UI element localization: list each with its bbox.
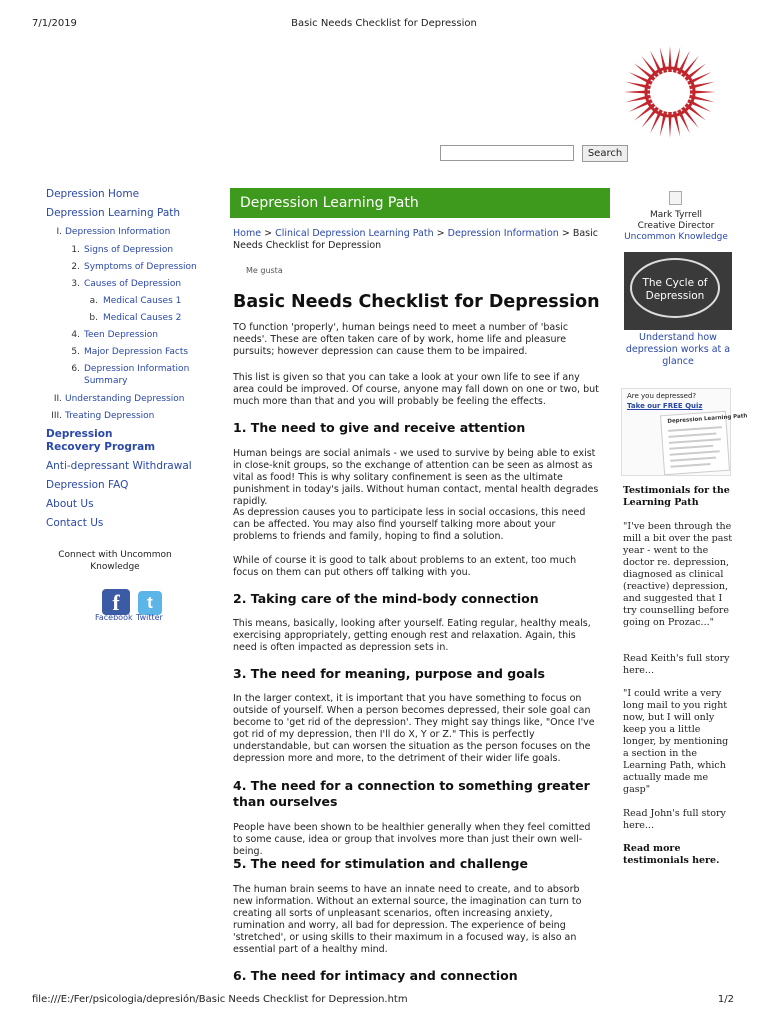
nav-learning-path[interactable]: Depression Learning Path — [46, 207, 181, 219]
cycle-title: The Cycle of Depression — [630, 258, 720, 318]
logo-ray — [641, 106, 659, 128]
need-heading-5: 5. The need for stimulation and challenge — [233, 856, 528, 871]
sidebar-nav — [46, 188, 214, 536]
author-name: Mark Tyrrell — [649, 210, 703, 220]
nav-treating-depression[interactable]: Treating Depression — [65, 411, 155, 421]
nav-about-us[interactable]: About Us — [46, 498, 94, 510]
nav-teen-depression[interactable]: Teen Depression — [84, 330, 158, 340]
quiz-line — [668, 426, 722, 432]
quiz-line — [669, 438, 721, 444]
need-heading-2: 2. Taking care of the mind-body connection — [233, 591, 539, 606]
testimonials-heading: Testimonials for the Learning Path — [623, 485, 730, 508]
need-paragraph: The human brain seems to have an innate need to create, and to absorb new information. Without an external source, the imagination can turn to creating all sorts of unpleasant scenarios, often increasing anxiety, rumination and worry, all bad for depression. The experience of being 'stretched', or using skills to their maximum in a focused way, is also an essential part of a healthy mind. — [233, 884, 582, 955]
breadcrumb-separator: > — [561, 228, 570, 239]
quiz-line — [668, 432, 716, 437]
twitter-link[interactable]: Twitter — [136, 613, 163, 622]
breadcrumb-learning-path[interactable]: Clinical Depression Learning Path — [275, 228, 434, 239]
need-heading-3: 3. The need for meaning, purpose and goals — [233, 666, 545, 681]
nav-contact-us[interactable]: Contact Us — [46, 517, 104, 529]
print-page-number: 1/2 — [717, 994, 734, 1005]
nav-depression-information[interactable]: Depression Information — [65, 227, 171, 237]
logo-ray — [681, 56, 699, 78]
quiz-line — [670, 450, 720, 455]
nav-section-num: III. — [51, 411, 62, 421]
need-heading-4: 4. The need for a connection to something greater than ourselves — [233, 778, 590, 809]
intro-paragraph: This list is given so that you can take a look at your own life to see if any area could be improved. Of course, anyone may fall down on one or two, but much more than that and you will probably be feeling the effects. — [233, 372, 599, 407]
need-heading-6: 6. The need for intimacy and connection — [233, 968, 518, 983]
logo-ray — [681, 106, 699, 128]
nav-medical-causes-1[interactable]: Medical Causes 1 — [103, 296, 182, 306]
nav-antidepressant-withdrawal[interactable]: Anti-depressant Withdrawal — [46, 460, 192, 472]
twitter-icon[interactable]: t — [138, 591, 162, 615]
quiz-promo-image[interactable] — [621, 388, 748, 476]
nav-information-summary[interactable]: Depression Information Summary — [84, 364, 190, 386]
logo-ray — [634, 63, 656, 81]
need-paragraph: People have been shown to be healthier generally when they feel comitted to some cause, idea or group that involves more than just their own well-being. — [233, 822, 591, 857]
nav-item-num: b. — [89, 313, 98, 323]
breadcrumb-separator: > — [264, 228, 273, 239]
quiz-sheet-title: Depression Learning Path — [667, 413, 748, 425]
need-paragraph: In the larger context, it is important that you have something to focus on outside of yourself. When a person becomes depressed, their sole goal can become to 'get rid of the depression'. They might say things like, "Once I've got rid of my depression, then I'll do X, Y or Z." This is perfectly understandable, but can worsen the situation as the person focuses on the depression more and more, to the detriment of their wider life goals. — [233, 693, 595, 764]
print-title: Basic Needs Checklist for Depression — [291, 18, 477, 29]
nav-item-num: 3. — [71, 279, 80, 289]
testimonial-quote: "I've been through the mill a bit over the past year - went to the doctor re. depression, diagnosed as clinical (reactive) depression, and suggested that I try counselling before going on Prozac..." — [623, 521, 733, 628]
facebook-link[interactable]: Facebook — [95, 613, 133, 622]
nav-depression-faq[interactable]: Depression FAQ — [46, 479, 129, 491]
nav-section-num: II. — [53, 394, 62, 404]
nav-item-num: 6. — [71, 364, 80, 374]
nav-major-depression-facts[interactable]: Major Depression Facts — [84, 347, 189, 357]
nav-symptoms-of-depression[interactable]: Symptoms of Depression — [84, 262, 197, 272]
quiz-question: Are you depressed? — [627, 392, 697, 400]
need-paragraph: Human beings are social animals - we used to survive by being able to exist in close-knit groups, so the exchange of attention can be seen as almost as vital as food! This is why solitary confinement is seen as the ultimate punishment in today's jails. Without human contact, mental health degrades rapidly. — [233, 448, 599, 507]
testimonial-quote: "I could write a very long mail to you right now, but I will only keep you a little longer, by mentioning a section in the Learning Path, which actually made me gasp" — [623, 688, 729, 795]
quiz-sheet — [660, 411, 748, 475]
nav-item-num: 2. — [71, 262, 80, 272]
quiz-link[interactable]: Take our FREE Quiz — [627, 402, 703, 410]
sunburst-logo — [622, 44, 718, 140]
need-paragraph: This means, basically, looking after yourself. Eating regular, healthy meals, exercising appropriately, getting enough rest and relaxation. Again, this need is often impacted as depression sets in. — [233, 618, 591, 653]
logo-ray — [684, 103, 706, 121]
nav-medical-causes-2[interactable]: Medical Causes 2 — [103, 313, 182, 323]
breadcrumb-separator: > — [436, 228, 445, 239]
testimonial-link-keith[interactable]: Read Keith's full story here... — [623, 653, 730, 676]
nav-section-num: I. — [56, 227, 62, 237]
facebook-icon[interactable]: f — [102, 589, 130, 615]
connect-text: Connect with Uncommon Knowledge — [58, 550, 172, 572]
print-file-path: file:///E:/Fer/psicologia/depresión/Basic Needs Checklist for Depression.htm — [32, 994, 408, 1005]
cycle-caption-link[interactable]: Understand how depression works at a glance — [625, 332, 731, 367]
breadcrumb-information[interactable]: Depression Information — [447, 228, 559, 239]
author-block — [620, 210, 732, 243]
need-paragraph: While of course it is good to talk about problems to an extent, too much focus on them can put others off talking with you. — [233, 555, 577, 578]
logo-ray — [641, 56, 659, 78]
page-title: Basic Needs Checklist for Depression — [233, 292, 600, 312]
need-paragraph: As depression causes you to participate less in social occasions, this need can be affected. You may also find yourself talking more about your problems to friends and family, hoping to find a solution. — [233, 507, 586, 542]
nav-depression-home[interactable]: Depression Home — [46, 188, 140, 200]
breadcrumb-home[interactable]: Home — [233, 228, 262, 239]
broken-image-icon — [669, 191, 682, 205]
search-input[interactable] — [440, 145, 574, 161]
breadcrumb-current: Basic Needs Checklist for Depression — [233, 228, 598, 251]
quiz-line — [669, 445, 713, 450]
testimonial-link-john[interactable]: Read John's full story here... — [623, 808, 726, 831]
quiz-line — [670, 457, 716, 462]
author-org-link[interactable]: Uncommon Knowledge — [624, 232, 728, 242]
intro-paragraph: TO function 'properly', human beings need to meet a number of 'basic needs'. These are often taken care of by work, home life and pleasure pursuits; however depression can cause them to be impaired. — [233, 322, 569, 357]
nav-item-num: 1. — [71, 245, 80, 255]
nav-recovery-program[interactable]: Depression Recovery Program — [46, 428, 156, 453]
breadcrumb — [233, 228, 598, 251]
cycle-of-depression-image[interactable] — [624, 252, 732, 330]
section-banner: Depression Learning Path — [230, 188, 610, 218]
nav-signs-of-depression[interactable]: Signs of Depression — [84, 245, 174, 255]
nav-item-num: 5. — [71, 347, 80, 357]
nav-understanding-depression[interactable]: Understanding Depression — [65, 394, 185, 404]
nav-item-num: a. — [89, 296, 98, 306]
author-role: Creative Director — [637, 221, 715, 231]
like-button[interactable]: Me gusta — [246, 266, 283, 275]
need-heading-1: 1. The need to give and receive attention — [233, 420, 526, 435]
nav-causes-of-depression[interactable]: Causes of Depression — [84, 279, 182, 289]
logo-ray — [684, 63, 706, 81]
search-button[interactable]: Search — [582, 145, 628, 162]
print-date: 7/1/2019 — [32, 18, 77, 29]
nav-item-num: 4. — [71, 330, 80, 340]
more-testimonials-link[interactable]: Read more testimonials here. — [623, 843, 720, 866]
quiz-line — [671, 463, 711, 468]
logo-ray — [634, 103, 656, 121]
